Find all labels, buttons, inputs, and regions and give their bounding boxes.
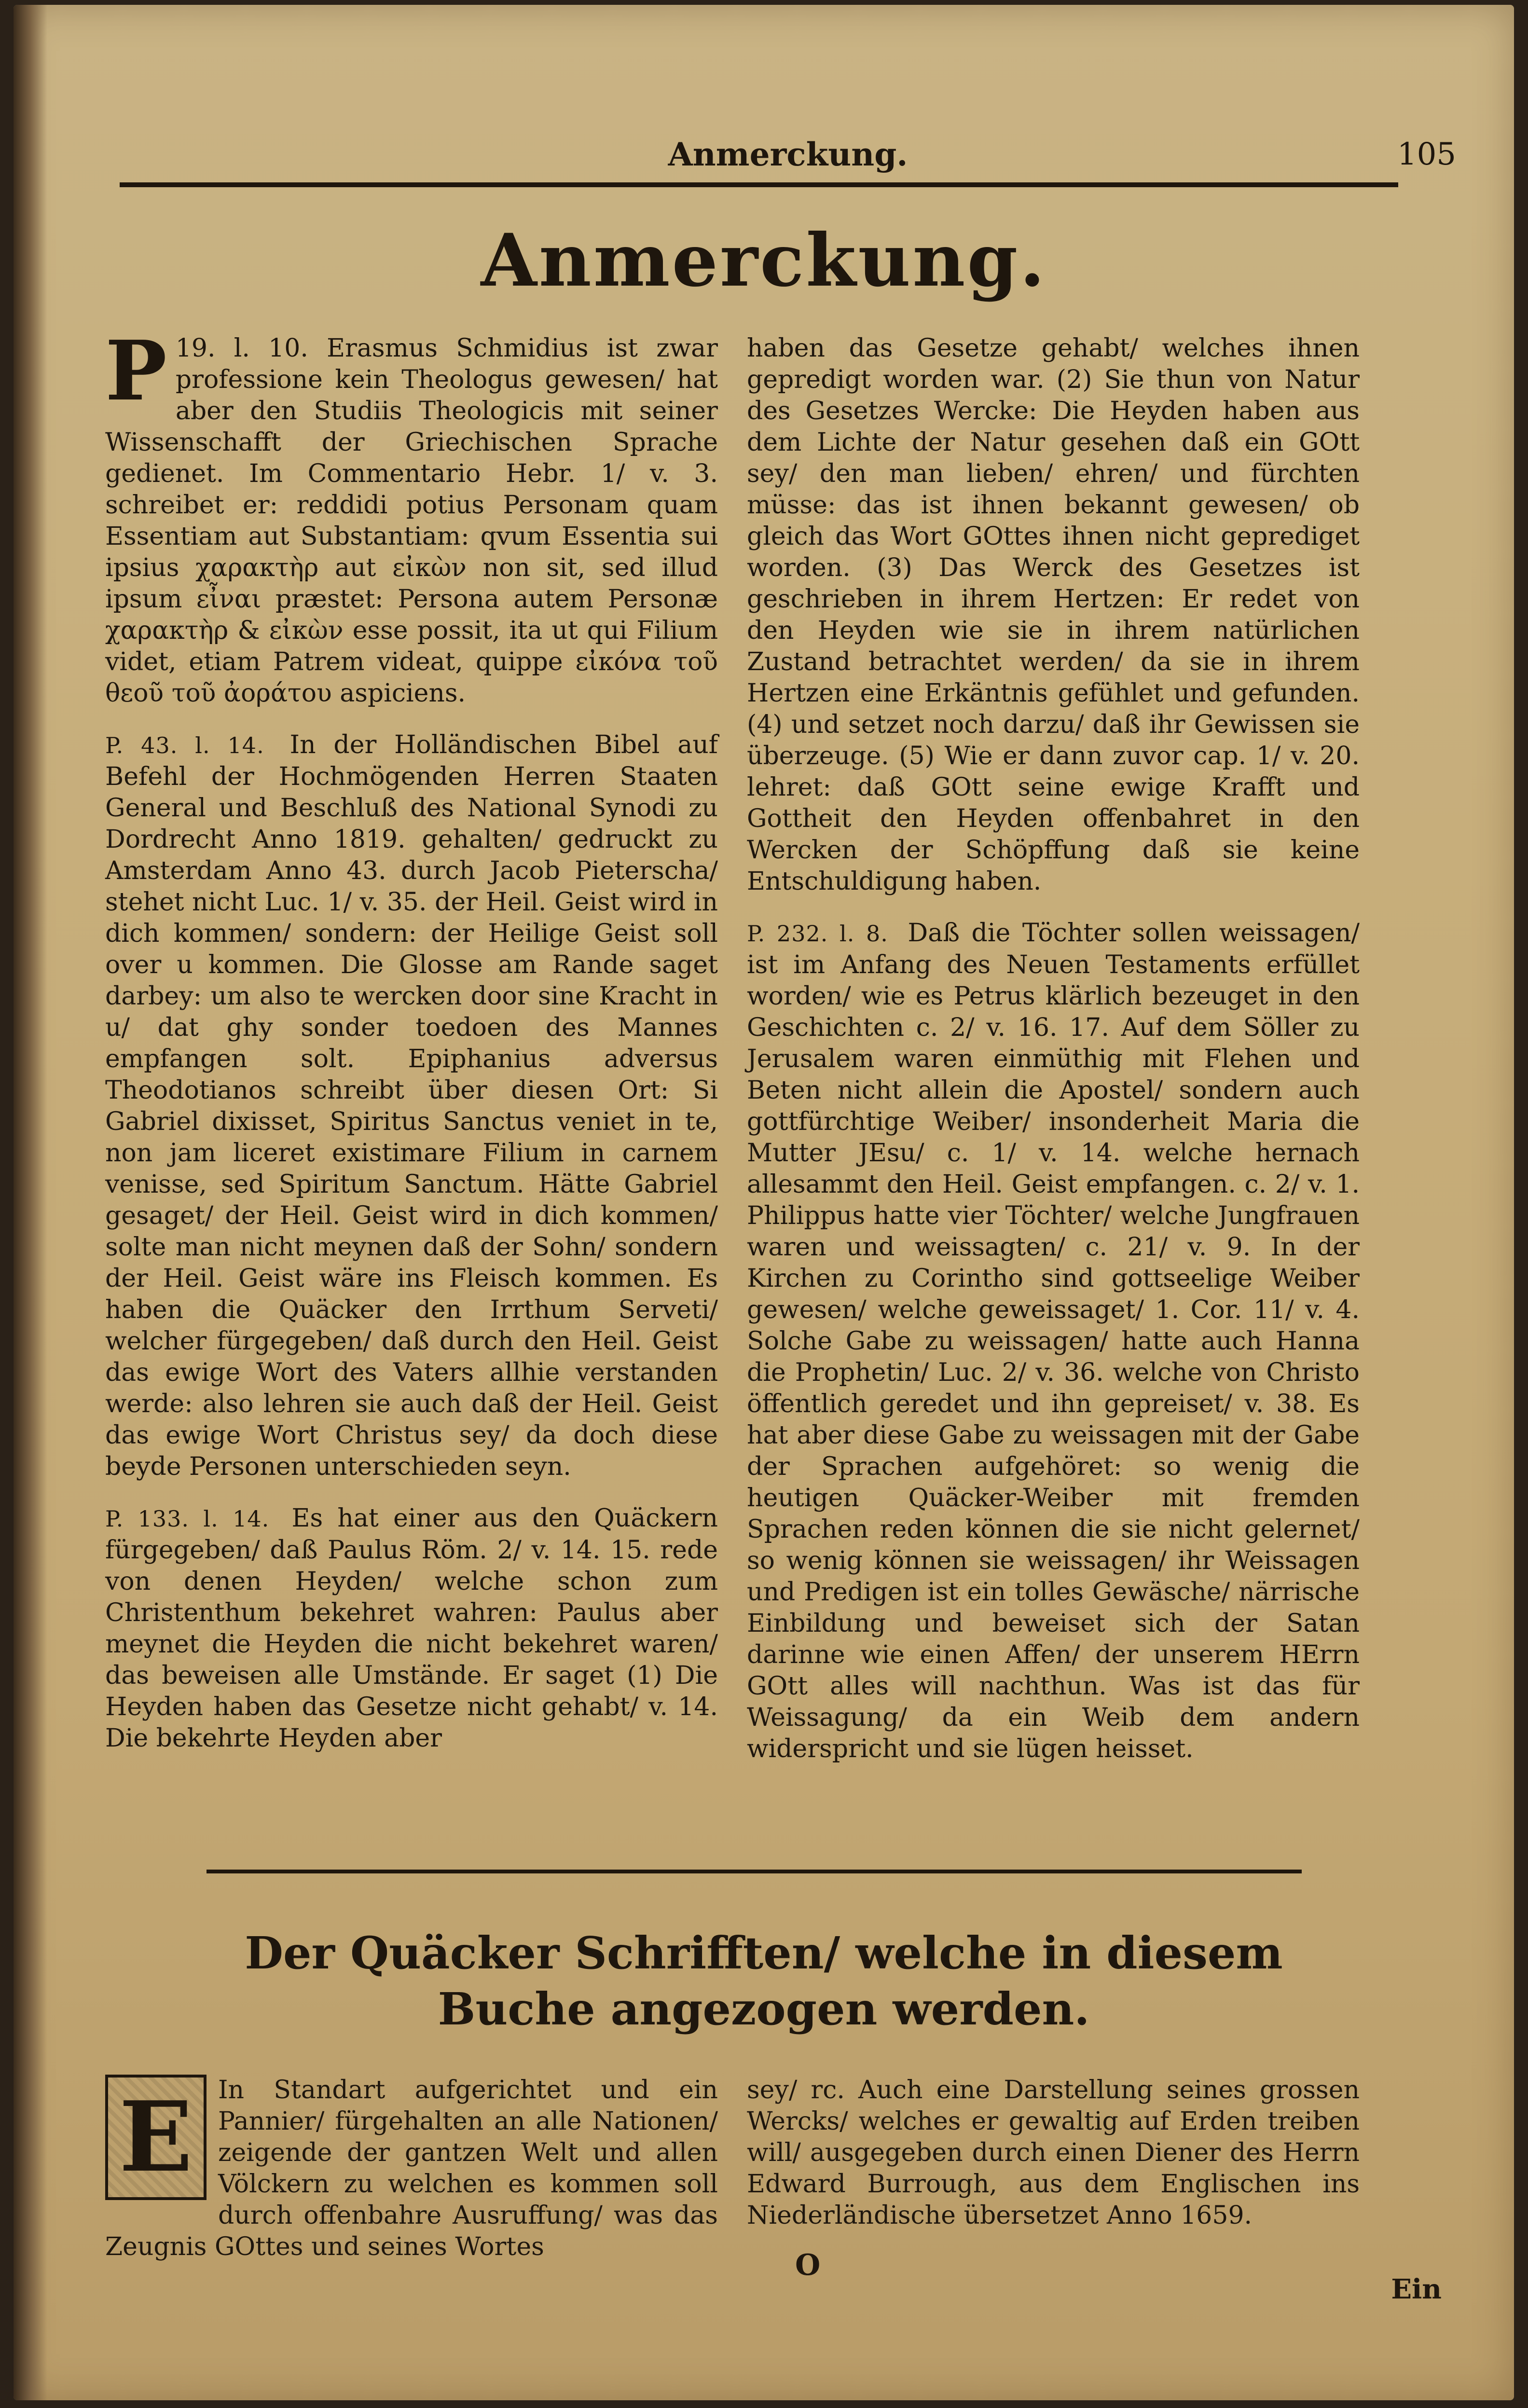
signature-mark: O [795,2248,821,2282]
page-gutter [14,5,47,2400]
book-page [14,5,1514,2400]
left-column [105,323,718,1775]
section-separator [206,1870,1302,1873]
bibliography-right-column [747,2075,1360,2252]
note-paragraph-1 [105,323,718,709]
note-paragraph-continued [747,333,1360,897]
note-text: 19. l. 10. Erasmus Schmidius ist zwar professione kein Theologus gewesen/ hat aber den Studiis Theologicis mit seiner Wissenschafft der Griechischen Sprache gedienet. Im Commentario Hebr. 1/ v. 3. schreibet er: reddidi potius Personam quam Essentiam aut Substantiam: qvum Essentia sui ipsius χαρακτὴρ aut εἰκὼν non sit, sed illud ipsum εἶναι præstet: Persona autem Personæ χαρακτὴρ & εἰκὼν esse possit, ita ut qui Filium videt, etiam Patrem videat, quippe εἰκόνα τοῦ θεοῦ τοῦ ἀοράτου aspiciens. [105,334,718,708]
drop-cap: P [105,323,167,419]
note-text: In der Holländischen Bibel auf Befehl der Hochmögenden Herren Staaten General und Beschluß des National Synodi zu Dordrecht Anno 1819. gehalten/ gedruckt zu Amsterdam Anno 43. durch Jacob Pieterscha/ stehet nicht Luc. 1/ v. 35. der Heil. Geist wird in dich kommen/ sondern: der Heilige Geist soll over u kommen. Die Glosse am Rande saget darbey: um also te wercken door sine Kracht in u/ dat ghy sonder toedoen des Mannes empfangen solt. Epiphanius adversus Theodotianos schreibt über diesen Ort: Si Gabriel dixisset, Spiritus Sanctus veniet in te, non jam liceret existimare Filium in carnem venisse, sed Spiritum Sanctum. Hätte Gabriel gesaget/ der Heil. Geist wird in dich kommen/ solte man nicht meynen daß der Sohn/ sondern der Heil. Geist wäre ins Fleisch kommen. Es haben die Quäcker den Irrthum Serveti/ welcher fürgegeben/ daß durch den Heil. Geist das ewige Wort des Vaters allhie verstanden werde: also lehren sie auch daß der Heil. Geist das ewige Wort Christus sey/ da doch diese beyde Personen unterschieden seyn. [105,730,718,1481]
bibliography-entry [105,2075,718,2263]
page-reference: P. 133. l. 14. [105,1506,270,1532]
note-paragraph-2 [105,729,718,1483]
catchword: Ein [1391,2273,1442,2305]
note-text: Daß die Töchter sollen weissagen/ ist im Anfang des Neuen Testaments erfüllet worden/ wie es Petrus klärlich bezeuget in den Geschichten c. 2/ v. 16. 17. Auf dem Söller zu Jerusalem waren einmüthig mit Flehen und Beten nicht allein die Apostel/ sondern auch gottfürchtige Weiber/ insonderheit Maria die Mutter JEsu/ c. 1/ v. 14. welche hernach allesammt den Heil. Geist empfangen. c. 2/ v. 1. Philippus hatte vier Töchter/ welche Jungfrauen waren und weissagten/ c. 21/ v. 9. In der Kirchen zu Corintho sind gottseelige Weiber gewesen/ welche geweissaget/ 1. Cor. 11/ v. 4. Solche Gabe zu weissagen/ hatte auch Hanna die Prophetin/ Luc. 2/ v. 36. welche von Christo öffentlich geredet und ihn gepreiset/ v. 38. Es hat aber diese Gabe zu weissagen mit der Gabe der Sprachen aufgehöret: so wenig die heutigen Quäcker-Weiber mit fremden Sprachen reden können die sie nicht gelernet/ so wenig können sie weissagen/ ihr Weissagen und Predigen ist ein tolles Gewäsche/ närrische Einbildung und beweiset sich der Satan darinne wie einen Affen/ der unserem HErrn GOtt alles will nachthun. Was ist das für Weissagung/ da ein Weib dem andern widerspricht und sie lügen heisset. [747,919,1360,1763]
page-number: 105 [1397,137,1456,172]
running-head [120,135,1456,174]
note-paragraph-3 [105,1503,718,1754]
running-title: Anmerckung. [668,136,908,173]
note-paragraph-4 [747,918,1360,1765]
page-reference: P. 232. l. 8. [747,921,888,947]
header-rule [120,182,1398,187]
ornamental-initial: E [105,2075,206,2200]
page-reference: P. 43. l. 14. [105,732,264,758]
main-title: Anmerckung. [481,218,1047,303]
entry-text: sey/ rc. Auch eine Darstellung seines grossen Wercks/ welches er gewaltig auf Erden treiben will/ ausgegeben durch einen Diener des Herrn Edward Burrough, aus dem Englischen ins Niederländische übersetzet Anno 1659. [747,2076,1360,2230]
bibliography-left-column [105,2075,718,2283]
note-text: haben das Gesetze gehabt/ welches ihnen gepredigt worden war. (2) Sie thun von Natur des Gesetzes Wercke: Die Heyden haben aus dem Lichte der Natur gesehen daß ein GOtt sey/ den man lieben/ ehren/ und fürchten müsse: das ist ihnen bekannt gewesen/ ob gleich das Wort GOttes ihnen nicht geprediget worden. (3) Das Werck des Gesetzes ist geschrieben in ihrem Hertzen: Er redet von den Heyden wie sie in ihrem natürlichen Zustand betrachtet werden/ da sie in ihrem Hertzen eine Erkäntnis gefühlet und gefunden. (4) und setzet noch darzu/ daß ihr Gewissen sie überzeuge. (5) Wie er dann zuvor cap. 1/ v. 20. lehret: daß GOtt seine ewige Krafft und Gottheit den Heyden offenbahret in den Wercken der Schöpffung daß sie keine Entschuldigung haben. [747,334,1360,896]
note-text: Es hat einer aus den Quäckern fürgegeben/ daß Paulus Röm. 2/ v. 14. 15. rede von denen Heyden/ welche schon zum Christenthum bekehret wahren: Paulus aber meynet die Heyden die nicht bekehret waren/ das beweisen alle Umstände. Er saget (1) Die Heyden haben das Gesetze nicht gehabt/ v. 14. Die bekehrte Heyden aber [105,1504,718,1753]
bibliography-entry-continued [747,2075,1360,2231]
entry-text: In Standart aufgerichtet und ein Pannier/ fürgehalten an alle Nationen/ zeigende der gantzen Welt und allen Völckern zu welchen es kommen soll durch offenbahre Ausruffung/ was das Zeugnis GOttes und seines Wortes [105,2076,718,2261]
section-title: Der Quäcker Schrifften/ welche in diesem Buche angezogen werden. [245,1927,1283,2035]
right-column [747,333,1360,1785]
